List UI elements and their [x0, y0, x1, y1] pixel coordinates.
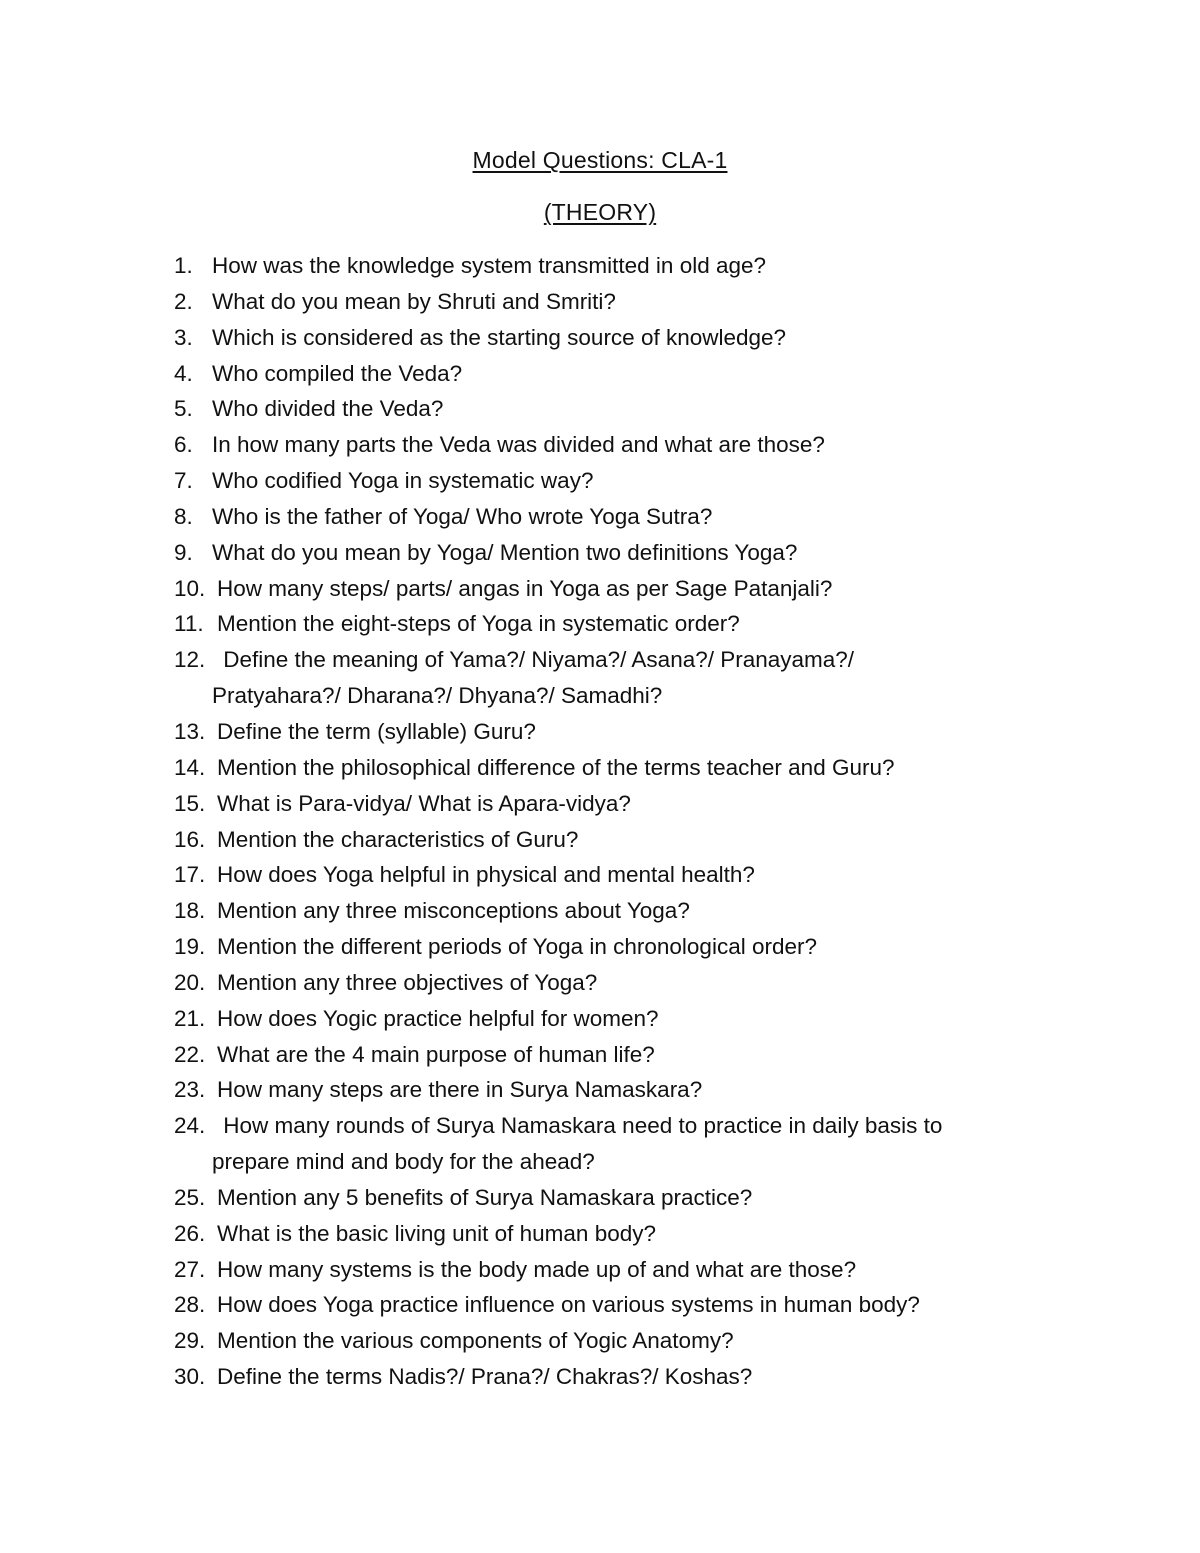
question-text: How does Yoga practice influence on various systems in human body? [217, 1292, 920, 1318]
question-text: Who is the father of Yoga/ Who wrote Yoga Sutra? [212, 503, 713, 529]
question-text: Mention any three objectives of Yoga? [217, 969, 598, 995]
question-number: 2. [174, 288, 193, 314]
question-item [0, 535, 1200, 571]
question-text-continuation: prepare mind and body for the ahead? [212, 1149, 595, 1175]
question-text: Mention any three misconceptions about Yoga? [217, 898, 690, 924]
question-number: 11. [174, 611, 204, 637]
question-item [0, 463, 1200, 499]
question-number: 27. [174, 1256, 206, 1282]
question-text: How does Yoga helpful in physical and mental health? [217, 862, 755, 888]
question-text: Who compiled the Veda? [212, 360, 463, 386]
question-text: What is Para-vidya/ What is Apara-vidya? [217, 790, 631, 816]
question-text: Define the term (syllable) Guru? [217, 718, 536, 744]
question-item [0, 750, 1200, 786]
question-text: Mention the eight-steps of Yoga in systematic order? [217, 611, 740, 637]
question-item [0, 714, 1200, 750]
question-number: 20. [174, 969, 206, 995]
question-item [0, 893, 1200, 929]
question-item [0, 284, 1200, 320]
question-number: 13. [174, 718, 206, 744]
question-number: 15. [174, 790, 206, 816]
question-number: 12. [174, 647, 206, 673]
question-number: 26. [174, 1220, 206, 1246]
question-text: What do you mean by Shruti and Smriti? [212, 288, 616, 314]
question-text: In how many parts the Veda was divided and what are those? [212, 432, 825, 458]
question-list [0, 248, 1200, 1395]
question-item [0, 1216, 1200, 1252]
question-text: What is the basic living unit of human body? [217, 1220, 656, 1246]
question-text: How many systems is the body made up of and what are those? [217, 1256, 857, 1282]
question-item [0, 965, 1200, 1001]
question-item [0, 1180, 1200, 1216]
question-text: Which is considered as the starting source of knowledge? [212, 324, 787, 350]
question-text: Mention the philosophical difference of the terms teacher and Guru? [217, 754, 895, 780]
question-number: 25. [174, 1184, 206, 1210]
question-number: 19. [174, 934, 206, 960]
question-number: 14. [174, 754, 206, 780]
question-text: Define the meaning of Yama?/ Niyama?/ Asana?/ Pranayama?/ [217, 647, 855, 673]
question-item [0, 391, 1200, 427]
question-text: How many steps/ parts/ angas in Yoga as per Sage Patanjali? [217, 575, 833, 601]
question-text: How many rounds of Surya Namaskara need to practice in daily basis to [217, 1113, 943, 1139]
question-item [0, 1037, 1200, 1073]
question-number: 17. [174, 862, 206, 888]
document-title-text: Model Questions: CLA-1 [472, 147, 728, 173]
question-text-continuation: Pratyahara?/ Dharana?/ Dhyana?/ Samadhi? [212, 683, 663, 709]
question-text: What are the 4 main purpose of human life? [217, 1041, 655, 1067]
question-text: Mention the different periods of Yoga in chronological order? [217, 934, 817, 960]
question-number: 16. [174, 826, 206, 852]
question-item [0, 499, 1200, 535]
question-number: 24. [174, 1113, 206, 1139]
question-text: Mention the characteristics of Guru? [217, 826, 579, 852]
question-number: 30. [174, 1364, 206, 1390]
question-number: 18. [174, 898, 206, 924]
question-item [0, 857, 1200, 893]
question-item [0, 642, 1200, 714]
question-number: 21. [174, 1005, 206, 1031]
question-number: 28. [174, 1292, 206, 1318]
question-number: 8. [174, 503, 193, 529]
question-item [0, 1108, 1200, 1180]
question-text: Who codified Yoga in systematic way? [212, 468, 594, 494]
document-subtitle [0, 199, 1200, 226]
question-number: 5. [174, 396, 193, 422]
question-item [0, 248, 1200, 284]
question-text: How was the knowledge system transmitted in old age? [212, 253, 767, 278]
question-item [0, 822, 1200, 858]
question-item [0, 427, 1200, 463]
question-item [0, 1252, 1200, 1288]
question-text: Who divided the Veda? [212, 396, 444, 422]
question-text: How many steps are there in Surya Namaskara? [217, 1077, 703, 1103]
question-number: 29. [174, 1328, 206, 1354]
question-text: What do you mean by Yoga/ Mention two definitions Yoga? [212, 539, 798, 565]
question-number: 10. [174, 575, 206, 601]
question-item [0, 356, 1200, 392]
question-item [0, 1323, 1200, 1359]
question-item [0, 1001, 1200, 1037]
question-item [0, 571, 1200, 607]
question-number: 4. [174, 360, 193, 386]
question-text: Mention the various components of Yogic Anatomy? [217, 1328, 734, 1354]
question-item [0, 606, 1200, 642]
question-item [0, 1072, 1200, 1108]
question-number: 9. [174, 539, 193, 565]
question-text: Mention any 5 benefits of Surya Namaskara practice? [217, 1184, 753, 1210]
question-item [0, 1287, 1200, 1323]
question-item [0, 929, 1200, 965]
question-item [0, 786, 1200, 822]
document-subtitle-text: (THEORY) [543, 199, 657, 225]
question-item [0, 320, 1200, 356]
question-number: 3. [174, 324, 193, 350]
question-item [0, 1359, 1200, 1395]
question-number: 6. [174, 432, 193, 458]
document-title [0, 147, 1200, 174]
question-text: Define the terms Nadis?/ Prana?/ Chakras?/ Koshas? [217, 1364, 753, 1390]
question-number: 23. [174, 1077, 206, 1103]
question-number: 7. [174, 468, 193, 494]
question-number: 1. [174, 253, 193, 278]
question-number: 22. [174, 1041, 206, 1067]
question-text: How does Yogic practice helpful for women? [217, 1005, 659, 1031]
